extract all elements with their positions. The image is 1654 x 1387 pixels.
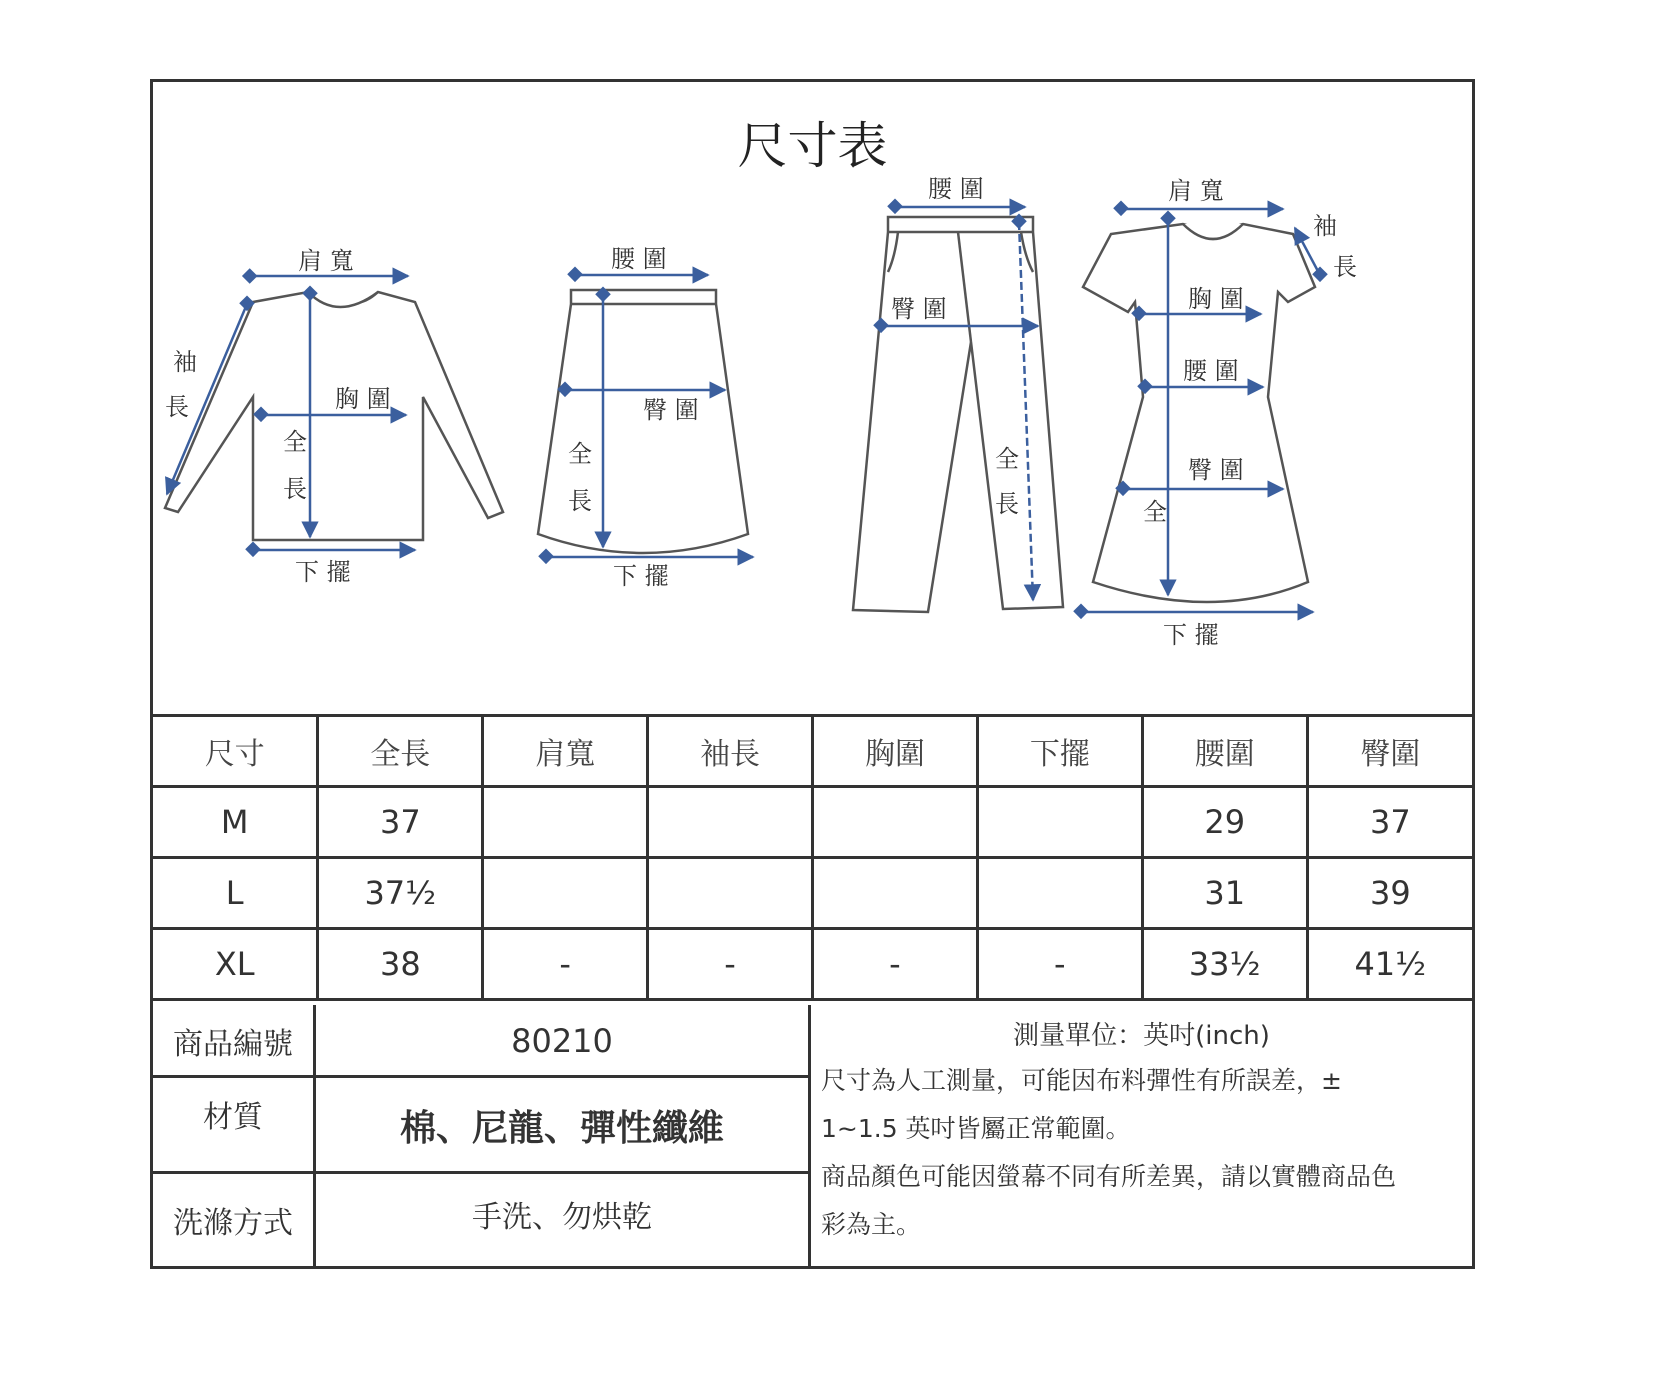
table-cell: 37 [318,787,483,858]
label-length-1: 全 [283,428,307,456]
label-dress-chest: 胸 圍 [1188,285,1244,313]
table-cell: - [648,929,813,1000]
label-dress-length: 全 [1143,498,1167,526]
label-sleeve-1: 袖 [173,348,197,376]
table-cell: XL [153,929,318,1000]
table-cell: 41½ [1307,929,1472,1000]
label-dress-sleeve-1: 袖 [1313,212,1337,240]
table-cell: 39 [1307,858,1472,929]
header-chest: 胸圍 [813,716,978,787]
table-header-row [153,716,1472,787]
label-shoulder: 肩 寬 [298,247,354,275]
note-line-3: 商品顏色可能因螢幕不同有所差異，請以實體商品色 [821,1162,1397,1191]
label-skirt-length-1: 全 [568,440,592,468]
table-cell: - [813,929,978,1000]
table-cell [648,787,813,858]
table-cell: - [483,929,648,1000]
label-length-2: 長 [283,475,307,503]
table-cell: 37½ [318,858,483,929]
label-dress-sleeve-2: 長 [1333,253,1357,281]
label-skirt-length-2: 長 [568,487,592,515]
table-cell [813,787,978,858]
product-info [153,1005,1472,1266]
label-skirt-waist: 腰 圍 [611,245,667,273]
label-dress-waist: 腰 圍 [1183,357,1239,385]
header-length: 全長 [318,716,483,787]
table-row [153,858,1472,929]
table-cell [813,858,978,929]
label-chest: 胸 圍 [335,385,391,413]
garment-diagrams [153,82,1472,714]
table-cell: 37 [1307,787,1472,858]
header-size: 尺寸 [153,716,318,787]
header-sleeve: 袖長 [648,716,813,787]
header-waist: 腰圍 [1142,716,1307,787]
table-cell: 33½ [1142,929,1307,1000]
table-cell: L [153,858,318,929]
table-cell: 29 [1142,787,1307,858]
label-dress-hip: 臀 圍 [1188,456,1244,484]
label-skirt-hem: 下 擺 [613,562,669,590]
table-cell [648,858,813,929]
top-diagram [165,247,503,586]
dress-diagram [1073,177,1357,649]
table-cell [483,858,648,929]
label-hem: 下 擺 [295,558,351,586]
measure-unit: 測量單位：英吋(inch) [1013,1021,1270,1051]
dress-outline [1083,224,1315,602]
label-sleeve-2: 長 [165,393,189,421]
pants-diagram [853,175,1063,612]
size-table [153,714,1472,1001]
label-skirt-hip: 臀 圍 [643,396,699,424]
product-id-label: 商品編號 [153,1005,316,1077]
table-cell: - [977,929,1142,1000]
size-chart-sheet [150,79,1475,1269]
product-id-value: 80210 [511,1022,613,1060]
table-cell [483,787,648,858]
label-dress-shoulder: 肩 寬 [1168,177,1224,205]
table-cell: M [153,787,318,858]
note-line-2: 1~1.5 英吋皆屬正常範圍。 [821,1114,1131,1143]
table-row [153,929,1472,1000]
page-title: 尺寸表 [737,117,888,175]
wash-label: 洗滌方式 [153,1174,316,1266]
label-pants-waist: 腰 圍 [928,175,984,203]
label-pants-length-2: 長 [995,490,1019,518]
wash-value: 手洗、勿烘乾 [472,1200,652,1235]
table-cell: 31 [1142,858,1307,929]
table-cell: 38 [318,929,483,1000]
table-row [153,787,1472,858]
label-dress-hem: 下 擺 [1163,621,1219,649]
header-hem: 下擺 [977,716,1142,787]
header-hip: 臀圍 [1307,716,1472,787]
skirt-diagram [538,245,753,590]
note-line-4: 彩為主。 [821,1210,922,1239]
material-label: 材質 [153,1078,316,1172]
table-cell [977,787,1142,858]
note-line-1: 尺寸為人工測量，可能因布料彈性有所誤差，± [821,1066,1342,1095]
header-shoulder: 肩寬 [483,716,648,787]
label-pants-hip: 臀 圍 [891,295,947,323]
label-pants-length-1: 全 [995,445,1019,473]
material-value: 棉、尼龍、彈性纖維 [399,1107,724,1149]
notes-panel [808,1005,1472,1266]
table-cell [977,858,1142,929]
